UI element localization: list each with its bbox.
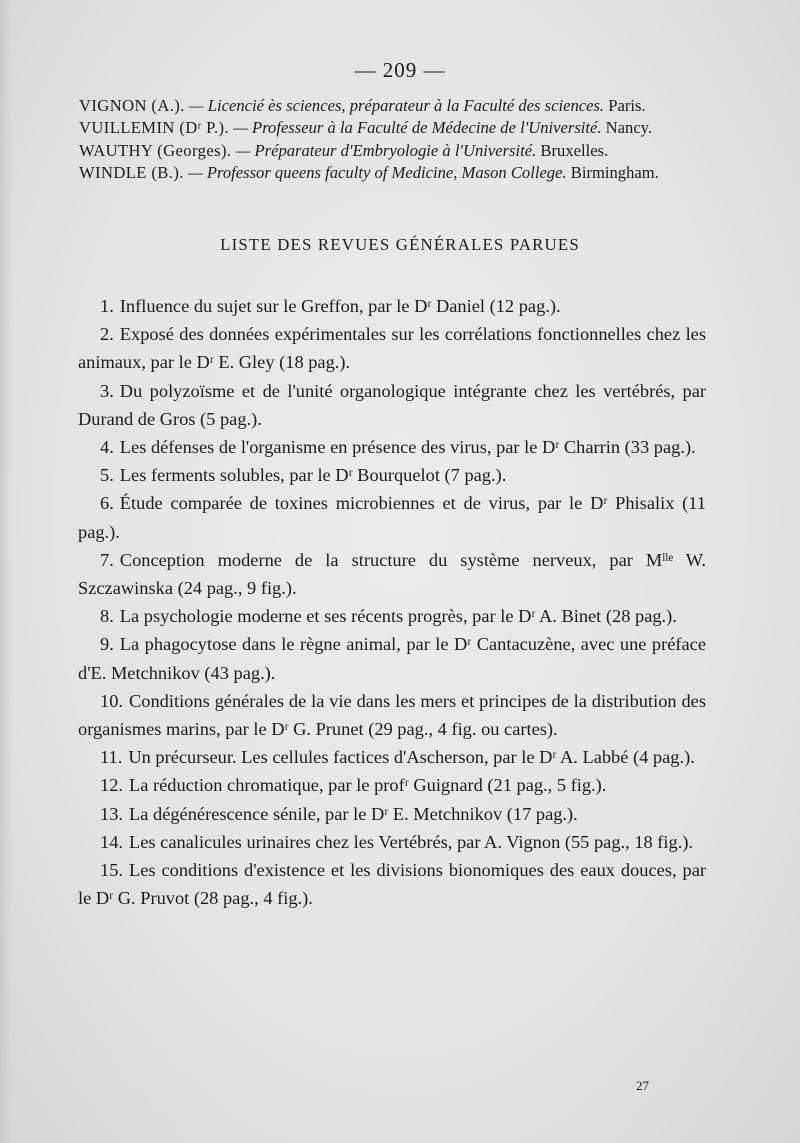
review-number: 8. bbox=[100, 606, 114, 627]
contributor-name: WAUTHY (Georges). bbox=[79, 140, 232, 160]
review-text: La psychologie moderne et ses récents progrès, par le Dʳ A. Binet (28 pag.). bbox=[119, 606, 677, 627]
review-item bbox=[78, 630, 706, 686]
review-item bbox=[78, 856, 706, 912]
section-title: LISTE DES REVUES GÉNÉRALES PARUES bbox=[220, 235, 580, 254]
review-item bbox=[78, 461, 706, 489]
review-item bbox=[78, 771, 706, 799]
review-text: La réduction chromatique, par le profʳ Guignard (21 pag., 5 fig.). bbox=[129, 775, 607, 796]
review-text: Les ferments solubles, par le Dʳ Bourquelot (7 pag.). bbox=[119, 465, 507, 486]
contributor-role: — Professeur à la Faculté de Médecine de l'Université. bbox=[233, 118, 602, 138]
review-item bbox=[78, 320, 706, 376]
contributor-place: Bruxelles. bbox=[540, 140, 609, 160]
review-number: 14. bbox=[100, 831, 123, 852]
review-item bbox=[78, 377, 706, 433]
review-number: 15. bbox=[100, 860, 123, 881]
review-number: 5. bbox=[100, 465, 114, 486]
signature-mark: 27 bbox=[636, 1078, 649, 1093]
page-number: — 209 — bbox=[354, 58, 446, 82]
review-number: 4. bbox=[100, 437, 114, 458]
review-text: Conception moderne de la structure du système nerveux, par Mˡˡᵉ W. Szczawinska (24 pag., 9 fig.). bbox=[78, 549, 706, 599]
contributor-role: — Licencié ès sciences, préparateur à la Faculté des sciences. bbox=[188, 96, 605, 115]
review-text: Les canalicules urinaires chez les Vertébrés, par A. Vignon (55 pag., 18 fig.). bbox=[129, 831, 694, 852]
contributor-role: — Préparateur d'Embryologie à l'Université. bbox=[235, 140, 537, 160]
contributor-place: Nancy. bbox=[605, 118, 653, 138]
review-number: 9. bbox=[100, 634, 114, 655]
review-number: 12. bbox=[100, 775, 123, 796]
page-binding-edge bbox=[0, 0, 12, 1143]
review-item bbox=[78, 800, 706, 828]
review-text: Un précurseur. Les cellules factices d'Ascherson, par le Dʳ A. Labbé (4 pag.). bbox=[128, 747, 695, 768]
reviews-list bbox=[78, 292, 706, 912]
review-number: 7. bbox=[100, 549, 114, 570]
review-number: 3. bbox=[100, 380, 114, 401]
review-text: Les conditions d'existence et les divisions bionomiques des eaux douces, par le Dʳ G. Pruvot (28 pag., 4 fig.). bbox=[78, 860, 706, 909]
review-number: 10. bbox=[100, 690, 123, 711]
review-text: Étude comparée de toxines microbiennes et de virus, par le Dʳ Phisalix (11 pag.). bbox=[78, 493, 706, 542]
review-item bbox=[78, 489, 706, 545]
review-number: 1. bbox=[100, 296, 114, 316]
review-item bbox=[78, 546, 706, 602]
contributor-entry bbox=[79, 117, 729, 139]
contributor-place: Birmingham. bbox=[570, 162, 659, 182]
review-number: 13. bbox=[100, 803, 123, 824]
review-number: 11. bbox=[100, 747, 123, 768]
review-text: La dégénérescence sénile, par le Dʳ E. Metchnikov (17 pag.). bbox=[129, 803, 578, 824]
contributor-entry bbox=[79, 162, 729, 184]
review-text: Influence du sujet sur le Greffon, par le Dʳ Daniel (12 pag.). bbox=[119, 296, 561, 316]
review-text: Les défenses de l'organisme en présence des virus, par le Dʳ Charrin (33 pag.). bbox=[119, 437, 696, 458]
review-text: La phagocytose dans le règne animal, par le Dʳ Cantacuzène, avec une préface d'E. Metchnikov (43 pag.). bbox=[78, 634, 706, 683]
contributor-role: — Professor queens faculty of Medicine, Mason College. bbox=[187, 162, 567, 182]
review-number: 2. bbox=[100, 324, 114, 345]
review-number: 6. bbox=[100, 493, 114, 514]
review-text: Du polyzoïsme et de l'unité organologique intégrante chez les vertébrés, par Durand de Gros (5 pag.). bbox=[78, 380, 706, 429]
contributor-name: VUILLEMIN (Dʳ P.). bbox=[79, 118, 229, 138]
review-item bbox=[78, 433, 706, 461]
contributors-list bbox=[79, 95, 729, 184]
review-text: Conditions générales de la vie dans les mers et principes de la distribution des organismes marins, par le Dʳ G. Prunet (29 pag., 4 fig. ou cartes). bbox=[78, 690, 706, 740]
review-text: Exposé des données expérimentales sur les corrélations fonctionnelles chez les animaux, par le Dʳ E. Gley (18 pag.). bbox=[78, 324, 706, 373]
review-item bbox=[78, 687, 706, 743]
review-item bbox=[78, 602, 706, 630]
contributor-entry bbox=[79, 140, 729, 162]
review-item bbox=[78, 292, 706, 320]
contributor-name: VIGNON (A.). bbox=[79, 96, 185, 115]
contributor-entry bbox=[79, 95, 729, 117]
contributor-place: Paris. bbox=[608, 96, 646, 115]
review-item bbox=[78, 743, 706, 771]
review-item bbox=[78, 828, 706, 856]
contributor-name: WINDLE (B.). bbox=[79, 162, 184, 182]
